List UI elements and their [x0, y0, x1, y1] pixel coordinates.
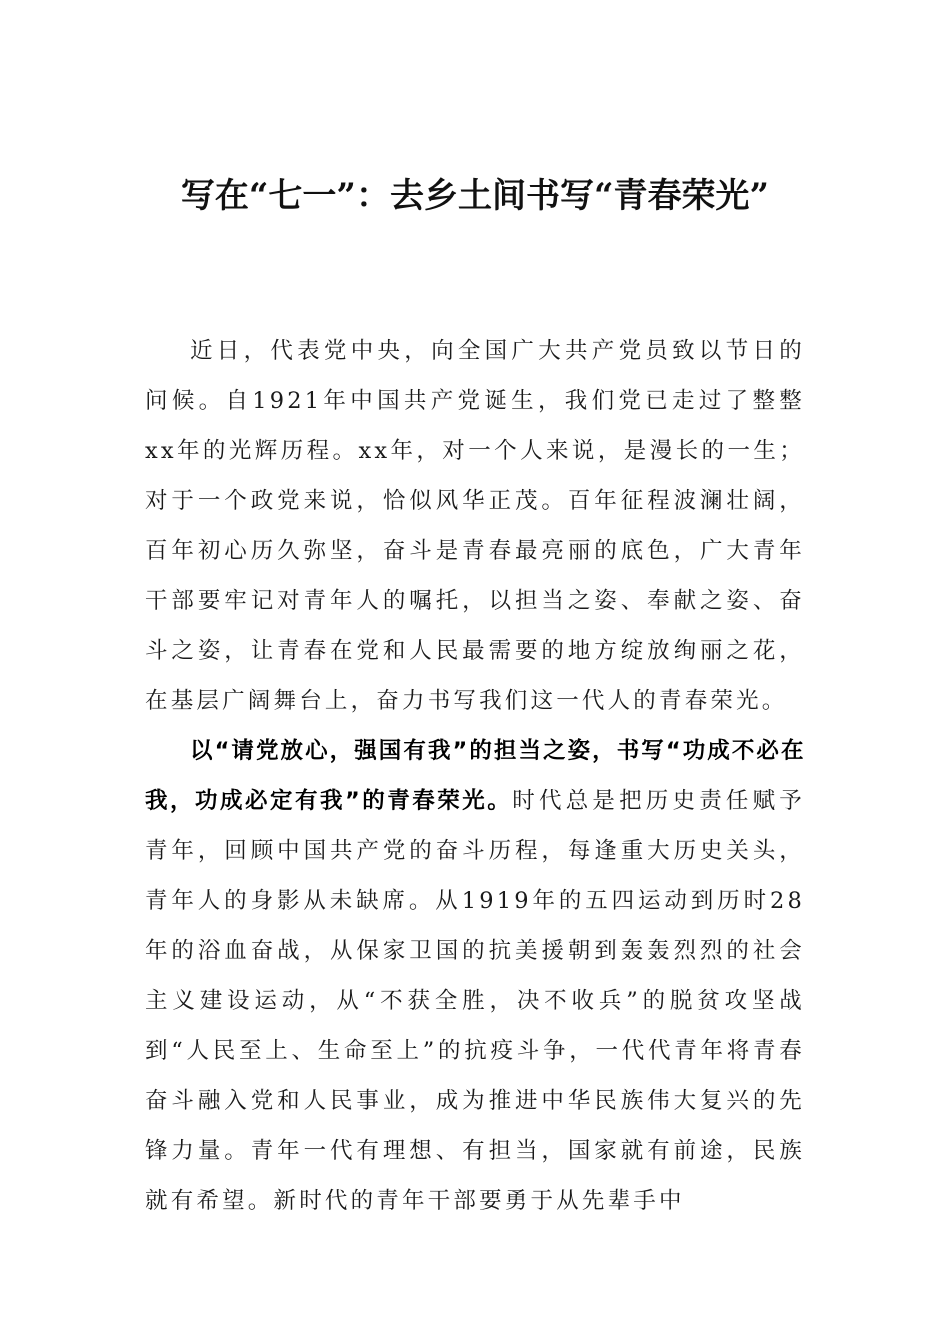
- paragraph-lead-heading: 以“请党放心，强国有我”的担当之姿，书写“功成不必在我，功成必定有我”的青春荣光。: [145, 738, 805, 814]
- paragraph-text: 时代总是把历史责任赋予青年，回顾中国共产党的奋斗历程，每逢重大历史关头，青年人的身影从未缺席。从1919年的五四运动到历时28年的浴血奋战，从保家卫国的抗美援朝到轰轰烈烈的社会主义建设运动，从“不获全胜，决不收兵”的脱贫攻坚战到“人民至上、生命至上”的抗疫斗争，一代代青年将青春奋斗融入党和人民事业，成为推进中华民族伟大复兴的先锋力量。青年一代有理想、有担当，国家就有前途，民族就有希望。新时代的青年干部要勇于从先辈手中: [145, 788, 805, 1214]
- paragraph-text: 近日，代表党中央，向全国广大共产党员致以节日的问候。自1921年中国共产党诞生，我们党已走过了整整xx年的光辉历程。xx年，对一个人来说，是漫长的一生；对于一个政党来说，恰似风华正茂。百年征程波澜壮阔，百年初心历久弥坚，奋斗是青春最亮丽的底色，广大青年干部要牢记对青年人的嘱托，以担当之姿、奉献之姿、奋斗之姿，让青春在党和人民最需要的地方绽放绚丽之花，在基层广阔舞台上，奋力书写我们这一代人的青春荣光。: [145, 338, 805, 714]
- paragraph-intro: [145, 326, 805, 726]
- document-body: [145, 326, 805, 1226]
- paragraph-section-one: [145, 726, 805, 1226]
- document-title: 写在“七一”：去乡土间书写“青春荣光”: [180, 176, 770, 216]
